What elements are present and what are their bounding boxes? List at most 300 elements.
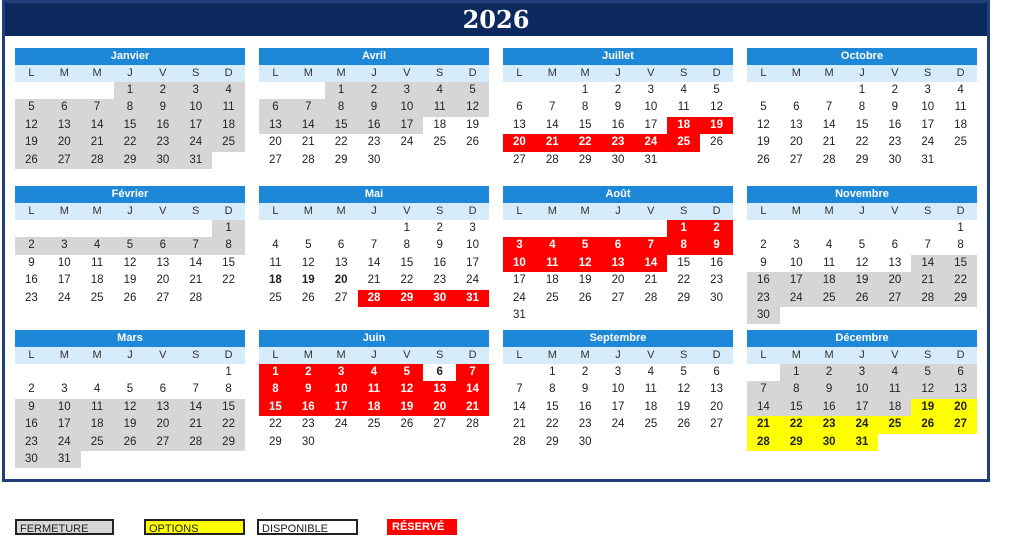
day-cell[interactable]: 21 [301,136,315,149]
day-cell[interactable]: 22 [269,418,282,431]
day-cell[interactable]: 4 [358,364,391,381]
day-cell[interactable]: 10 [611,383,625,396]
day-cell[interactable]: 13 [888,256,902,269]
day-cell[interactable]: 11 [423,99,456,116]
day-cell[interactable]: 26 [846,290,879,307]
day-cell[interactable]: 4 [878,364,911,381]
day-cell[interactable]: 5 [114,237,147,254]
day-cell[interactable]: 20 [48,134,81,151]
day-cell[interactable]: 27 [156,291,170,304]
day-cell[interactable]: 15 [578,118,592,131]
day-cell[interactable]: 25 [878,416,911,433]
day-cell[interactable]: 30 [578,435,592,448]
day-cell[interactable]: 2 [813,364,846,381]
day-cell[interactable]: 24 [921,136,935,149]
day-cell[interactable]: 17 [611,400,625,413]
day-cell[interactable]: 18 [545,274,559,287]
day-cell[interactable]: 12 [456,99,489,116]
day-cell[interactable]: 29 [390,290,423,307]
day-cell[interactable]: 2 [700,220,733,237]
day-cell[interactable]: 6 [48,99,81,116]
day-cell[interactable]: 16 [611,118,625,131]
day-cell[interactable]: 5 [858,239,866,252]
day-cell[interactable]: 2 [614,84,622,96]
day-cell[interactable]: 8 [225,383,232,396]
day-cell[interactable]: 1 [667,220,700,237]
day-cell[interactable]: 9 [760,256,767,269]
day-cell[interactable]: 5 [713,84,720,96]
day-cell[interactable]: 9 [700,237,733,254]
day-cell[interactable]: 12 [15,117,48,134]
day-cell[interactable]: 17 [644,118,658,131]
day-cell[interactable]: 19 [677,400,691,413]
day-cell[interactable]: 13 [602,255,635,272]
day-cell[interactable]: 16 [292,399,325,416]
day-cell[interactable]: 18 [878,399,911,416]
day-cell[interactable]: 13 [710,383,723,396]
day-cell[interactable]: 10 [179,99,212,116]
day-cell[interactable]: 10 [846,381,879,398]
day-cell[interactable]: 25 [367,418,381,431]
day-cell[interactable]: 15 [212,399,245,416]
day-cell[interactable]: 7 [292,99,325,116]
day-cell[interactable]: 20 [334,274,348,287]
day-cell[interactable]: 15 [400,256,414,269]
day-cell[interactable]: 3 [48,237,81,254]
day-cell[interactable]: 20 [269,136,282,149]
day-cell[interactable]: 21 [747,416,780,433]
day-cell[interactable]: 7 [179,237,212,254]
day-cell[interactable]: 22 [855,136,869,149]
day-cell[interactable]: 10 [57,256,71,269]
day-cell[interactable]: 4 [81,237,114,254]
day-cell[interactable]: 8 [858,101,866,114]
day-cell[interactable]: 18 [954,118,967,131]
day-cell[interactable]: 9 [813,381,846,398]
day-cell[interactable]: 31 [179,152,212,169]
day-cell[interactable]: 20 [611,274,625,287]
day-cell[interactable]: 4 [680,84,687,96]
day-cell[interactable]: 20 [156,274,170,287]
day-cell[interactable]: 25 [545,291,559,304]
day-cell[interactable]: 24 [513,291,526,304]
day-cell[interactable]: 15 [855,118,869,131]
day-cell[interactable]: 10 [789,256,803,269]
day-cell[interactable]: 27 [944,416,977,433]
day-cell[interactable]: 11 [358,381,391,398]
day-cell[interactable]: 27 [334,291,348,304]
day-cell[interactable]: 3 [469,222,476,234]
day-cell[interactable]: 22 [780,416,813,433]
day-cell[interactable]: 16 [578,400,592,413]
day-cell[interactable]: 19 [846,272,879,289]
day-cell[interactable]: 26 [578,291,592,304]
day-cell[interactable]: 16 [433,256,447,269]
day-cell[interactable]: 23 [301,418,315,431]
day-cell[interactable]: 23 [602,134,635,151]
day-cell[interactable]: 20 [789,136,803,149]
day-cell[interactable]: 22 [944,272,977,289]
day-cell[interactable]: 7 [634,237,667,254]
day-cell[interactable]: 23 [578,418,592,431]
day-cell[interactable]: 22 [222,274,235,287]
day-cell[interactable]: 30 [146,152,179,169]
day-cell[interactable]: 11 [536,255,569,272]
day-cell[interactable]: 9 [292,381,325,398]
day-cell[interactable]: 10 [644,101,658,114]
day-cell[interactable]: 15 [114,117,147,134]
day-cell[interactable]: 6 [944,364,977,381]
day-cell[interactable]: 5 [305,239,312,252]
day-cell[interactable]: 9 [146,99,179,116]
day-cell[interactable]: 7 [747,381,780,398]
day-cell[interactable]: 18 [667,117,700,134]
day-cell[interactable]: 13 [513,118,526,131]
day-cell[interactable]: 26 [677,418,691,431]
day-cell[interactable]: 25 [433,136,447,149]
day-cell[interactable]: 28 [822,153,836,166]
day-cell[interactable]: 8 [549,383,556,396]
day-cell[interactable]: 14 [81,117,114,134]
day-cell[interactable]: 26 [757,153,770,166]
day-cell[interactable]: 26 [710,136,723,149]
day-cell[interactable]: 1 [325,82,358,99]
day-cell[interactable]: 27 [789,153,803,166]
day-cell[interactable]: 31 [513,308,526,321]
day-cell[interactable]: 13 [146,399,179,416]
day-cell[interactable]: 19 [466,118,479,131]
day-cell[interactable]: 3 [614,366,622,378]
day-cell[interactable]: 3 [924,84,931,96]
day-cell[interactable]: 9 [436,239,443,252]
day-cell[interactable]: 4 [272,239,279,252]
day-cell[interactable]: 9 [614,101,622,114]
day-cell[interactable]: 31 [644,153,658,166]
day-cell[interactable]: 11 [823,256,836,269]
day-cell[interactable]: 30 [611,153,625,166]
day-cell[interactable]: 25 [954,136,967,149]
day-cell[interactable]: 7 [825,101,833,114]
day-cell[interactable]: 13 [156,256,170,269]
day-cell[interactable]: 11 [878,381,911,398]
day-cell[interactable]: 13 [259,117,292,134]
day-cell[interactable]: 10 [390,99,423,116]
day-cell[interactable]: 24 [611,418,625,431]
day-cell[interactable]: 3 [503,237,536,254]
day-cell[interactable]: 20 [146,416,179,433]
day-cell[interactable]: 2 [891,84,899,96]
day-cell[interactable]: 18 [644,400,658,413]
day-cell[interactable]: 5 [126,383,134,396]
day-cell[interactable]: 3 [390,82,423,99]
day-cell[interactable]: 24 [846,416,879,433]
day-cell[interactable]: 23 [146,134,179,151]
day-cell[interactable]: 4 [647,366,655,378]
day-cell[interactable]: 12 [123,256,137,269]
day-cell[interactable]: 5 [390,364,423,381]
day-cell[interactable]: 6 [337,239,345,252]
day-cell[interactable]: 2 [436,222,443,234]
day-cell[interactable]: 28 [747,434,780,451]
day-cell[interactable]: 4 [423,82,456,99]
day-cell[interactable]: 22 [334,136,348,149]
day-cell[interactable]: 20 [944,399,977,416]
day-cell[interactable]: 18 [81,416,114,433]
day-cell[interactable]: 23 [888,136,902,149]
day-cell[interactable]: 21 [456,399,489,416]
day-cell[interactable]: 24 [780,290,813,307]
day-cell[interactable]: 23 [747,290,780,307]
day-cell[interactable]: 8 [114,99,147,116]
day-cell[interactable]: 11 [954,101,967,114]
day-cell[interactable]: 15 [780,399,813,416]
day-cell[interactable]: 3 [61,383,68,396]
day-cell[interactable]: 12 [114,399,147,416]
day-cell[interactable]: 2 [358,82,391,99]
day-cell[interactable]: 1 [858,84,866,96]
day-cell[interactable]: 19 [301,274,315,287]
day-cell[interactable]: 20 [423,399,456,416]
day-cell[interactable]: 23 [433,274,447,287]
day-cell[interactable]: 8 [581,101,589,114]
day-cell[interactable]: 5 [911,364,944,381]
day-cell[interactable]: 22 [400,274,414,287]
day-cell[interactable]: 21 [911,272,944,289]
day-cell[interactable]: 6 [259,99,292,116]
day-cell[interactable]: 26 [15,152,48,169]
day-cell[interactable]: 30 [813,434,846,451]
day-cell[interactable]: 27 [146,434,179,451]
day-cell[interactable]: 23 [367,136,381,149]
day-cell[interactable]: 16 [15,416,48,433]
day-cell[interactable]: 5 [569,237,602,254]
day-cell[interactable]: 7 [924,239,931,252]
day-cell[interactable]: 13 [48,117,81,134]
day-cell[interactable]: 29 [114,152,147,169]
day-cell[interactable]: 10 [503,255,536,272]
day-cell[interactable]: 17 [179,117,212,134]
day-cell[interactable]: 4 [212,82,245,99]
day-cell[interactable]: 23 [25,291,38,304]
day-cell[interactable]: 7 [370,239,378,252]
day-cell[interactable]: 11 [81,399,114,416]
day-cell[interactable]: 7 [549,101,556,114]
day-cell[interactable]: 2 [292,364,325,381]
day-cell[interactable]: 20 [878,272,911,289]
day-cell[interactable]: 28 [179,434,212,451]
day-cell[interactable]: 14 [822,118,836,131]
day-cell[interactable]: 17 [48,416,81,433]
day-cell[interactable]: 2 [28,383,35,396]
day-cell[interactable]: 8 [667,237,700,254]
day-cell[interactable]: 21 [189,274,203,287]
day-cell[interactable]: 8 [403,239,411,252]
day-cell[interactable]: 23 [710,274,723,287]
day-cell[interactable]: 3 [179,82,212,99]
day-cell[interactable]: 17 [780,272,813,289]
day-cell[interactable]: 19 [757,136,770,149]
day-cell[interactable]: 1 [114,82,147,99]
day-cell[interactable]: 30 [888,153,902,166]
day-cell[interactable]: 24 [466,274,479,287]
day-cell[interactable]: 19 [114,416,147,433]
day-cell[interactable]: 28 [513,435,526,448]
day-cell[interactable]: 9 [358,99,391,116]
day-cell[interactable]: 27 [433,418,447,431]
day-cell[interactable]: 17 [513,274,526,287]
day-cell[interactable]: 30 [15,451,48,468]
day-cell[interactable]: 26 [114,434,147,451]
day-cell[interactable]: 5 [680,366,687,378]
day-cell[interactable]: 19 [390,399,423,416]
day-cell[interactable]: 12 [301,256,315,269]
day-cell[interactable]: 21 [822,136,836,149]
day-cell[interactable]: 1 [259,364,292,381]
day-cell[interactable]: 24 [57,291,71,304]
day-cell[interactable]: 13 [789,118,803,131]
day-cell[interactable]: 17 [846,399,879,416]
day-cell[interactable]: 26 [123,291,137,304]
day-cell[interactable]: 2 [146,82,179,99]
day-cell[interactable]: 31 [48,451,81,468]
day-cell[interactable]: 1 [403,222,411,234]
day-cell[interactable]: 5 [15,99,48,116]
day-cell[interactable]: 1 [957,222,964,234]
day-cell[interactable]: 29 [334,153,348,166]
day-cell[interactable]: 25 [90,291,104,304]
day-cell[interactable]: 22 [114,134,147,151]
day-cell[interactable]: 30 [301,435,315,448]
day-cell[interactable]: 24 [179,134,212,151]
day-cell[interactable]: 16 [747,272,780,289]
day-cell[interactable]: 15 [259,399,292,416]
day-cell[interactable]: 15 [545,400,559,413]
day-cell[interactable]: 25 [813,290,846,307]
day-cell[interactable]: 21 [513,418,526,431]
day-cell[interactable]: 18 [212,117,245,134]
day-cell[interactable]: 15 [677,256,691,269]
day-cell[interactable]: 18 [433,118,447,131]
day-cell[interactable]: 17 [57,274,71,287]
day-cell[interactable]: 27 [48,152,81,169]
day-cell[interactable]: 27 [269,153,282,166]
day-cell[interactable]: 12 [710,101,723,114]
day-cell[interactable]: 16 [146,117,179,134]
day-cell[interactable]: 1 [212,220,245,237]
day-cell[interactable]: 29 [855,153,869,166]
day-cell[interactable]: 8 [957,239,964,252]
day-cell[interactable]: 26 [466,136,479,149]
day-cell[interactable]: 15 [944,255,977,272]
day-cell[interactable]: 6 [891,239,899,252]
day-cell[interactable]: 27 [513,153,526,166]
day-cell[interactable]: 11 [644,383,657,396]
day-cell[interactable]: 27 [878,290,911,307]
day-cell[interactable]: 8 [780,381,813,398]
day-cell[interactable]: 22 [212,416,245,433]
day-cell[interactable]: 2 [760,239,767,252]
day-cell[interactable]: 12 [569,255,602,272]
day-cell[interactable]: 29 [780,434,813,451]
day-cell[interactable]: 31 [846,434,879,451]
day-cell[interactable]: 10 [921,101,935,114]
day-cell[interactable]: 10 [325,381,358,398]
day-cell[interactable]: 30 [367,153,381,166]
day-cell[interactable]: 18 [269,274,282,287]
day-cell[interactable]: 11 [269,256,282,269]
day-cell[interactable]: 11 [677,101,690,114]
day-cell[interactable]: 19 [15,134,48,151]
day-cell[interactable]: 25 [644,418,658,431]
day-cell[interactable]: 7 [192,383,199,396]
day-cell[interactable]: 14 [292,117,325,134]
day-cell[interactable]: 24 [400,136,414,149]
day-cell[interactable]: 14 [911,255,944,272]
day-cell[interactable]: 15 [222,256,235,269]
day-cell[interactable]: 12 [757,118,770,131]
day-cell[interactable]: 11 [91,256,104,269]
day-cell[interactable]: 23 [813,416,846,433]
day-cell[interactable]: 26 [400,418,414,431]
day-cell[interactable]: 8 [212,237,245,254]
day-cell[interactable]: 21 [81,134,114,151]
day-cell[interactable]: 24 [634,134,667,151]
day-cell[interactable]: 28 [358,290,391,307]
day-cell[interactable]: 11 [212,99,245,116]
day-cell[interactable]: 28 [189,291,203,304]
day-cell[interactable]: 6 [793,101,800,114]
day-cell[interactable]: 1 [780,364,813,381]
day-cell[interactable]: 24 [48,434,81,451]
day-cell[interactable]: 2 [581,366,589,378]
day-cell[interactable]: 2 [15,237,48,254]
day-cell[interactable]: 18 [90,274,104,287]
day-cell[interactable]: 7 [456,364,489,381]
day-cell[interactable]: 10 [466,239,479,252]
day-cell[interactable]: 25 [269,291,282,304]
day-cell[interactable]: 13 [944,381,977,398]
day-cell[interactable]: 29 [677,291,691,304]
day-cell[interactable]: 27 [611,291,625,304]
day-cell[interactable]: 21 [644,274,658,287]
day-cell[interactable]: 28 [81,152,114,169]
day-cell[interactable]: 25 [212,134,245,151]
day-cell[interactable]: 25 [81,434,114,451]
day-cell[interactable]: 16 [710,256,723,269]
day-cell[interactable]: 30 [423,290,456,307]
day-cell[interactable]: 28 [301,153,315,166]
day-cell[interactable]: 16 [888,118,902,131]
day-cell[interactable]: 16 [358,117,391,134]
day-cell[interactable]: 3 [846,364,879,381]
day-cell[interactable]: 21 [367,274,381,287]
day-cell[interactable]: 4 [957,84,964,96]
day-cell[interactable]: 12 [855,256,869,269]
day-cell[interactable]: 6 [602,237,635,254]
day-cell[interactable]: 13 [423,381,456,398]
day-cell[interactable]: 17 [325,399,358,416]
day-cell[interactable]: 14 [367,256,381,269]
day-cell[interactable]: 29 [545,435,559,448]
day-cell[interactable]: 4 [825,239,833,252]
day-cell[interactable]: 6 [516,101,523,114]
day-cell[interactable]: 19 [578,274,592,287]
day-cell[interactable]: 8 [325,99,358,116]
day-cell[interactable]: 29 [578,153,592,166]
day-cell[interactable]: 14 [513,400,526,413]
day-cell[interactable]: 3 [325,364,358,381]
day-cell[interactable]: 24 [334,418,348,431]
